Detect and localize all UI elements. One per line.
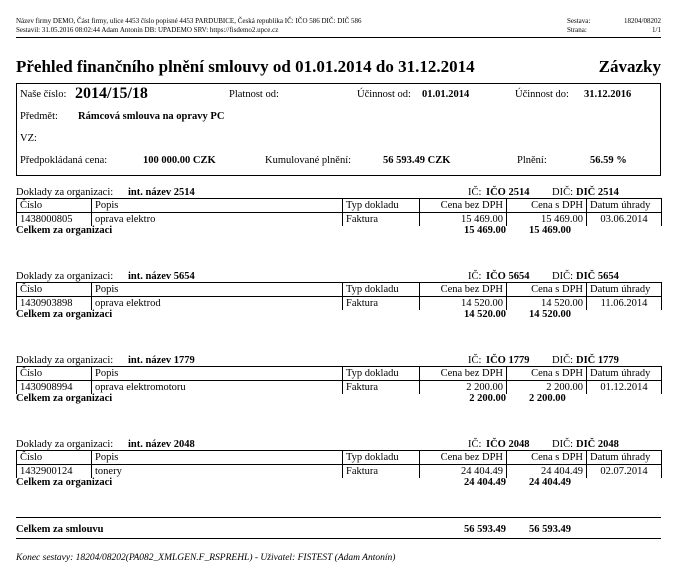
ucinnost-do-value: 31.12.2016	[584, 89, 632, 100]
predpokladana-cena-label: Předpokládaná cena:	[20, 155, 108, 166]
grand-total-s: 56 593.49	[529, 524, 571, 535]
table-header-row	[17, 451, 662, 465]
cell-cislo: 1438000805	[17, 213, 92, 227]
org-total-bez: 2 200.00	[469, 393, 506, 404]
org-total-label: Celkem za organizaci	[16, 309, 113, 320]
col-datum: Datum úhrady	[587, 367, 662, 381]
documents-table	[16, 282, 662, 310]
report-title: Přehled finančního plnění smlouvy od 01.01.2014 do 31.12.2014	[16, 57, 475, 76]
grand-total-divider	[16, 517, 661, 518]
ucinnost-do-label: Účinnost do:	[515, 89, 569, 100]
col-cislo: Číslo	[17, 283, 92, 297]
cell-popis: oprava elektromotoru	[92, 381, 343, 395]
cell-cena-bez: 14 520.00	[420, 297, 507, 311]
col-popis: Popis	[92, 367, 343, 381]
org-total-label: Celkem za organizaci	[16, 225, 113, 236]
grand-total-label: Celkem za smlouvu	[16, 524, 104, 535]
sestava-value: 18204/08202	[624, 17, 661, 25]
ic-label: IČ:	[468, 187, 482, 198]
org-name: int. název 2048	[128, 439, 195, 450]
col-datum: Datum úhrady	[587, 283, 662, 297]
doklady-label: Doklady za organizaci:	[16, 355, 114, 366]
author-line: Sestavil: 31.05.2016 08:02:44 Adam Antonín DB: UPADEMO SRV: https://fisdemo2.upce.cz	[16, 26, 279, 34]
cell-cislo: 1430903898	[17, 297, 92, 311]
cell-typ: Faktura	[343, 297, 420, 311]
predmet-label: Předmět:	[20, 111, 58, 122]
org-total-row	[16, 393, 661, 407]
org-total-row	[16, 477, 661, 491]
org-ico: IČO 2048	[486, 439, 530, 450]
predmet-value: Rámcová smlouva na opravy PC	[78, 111, 225, 122]
col-typ: Typ dokladu	[343, 283, 420, 297]
col-cislo: Číslo	[17, 199, 92, 213]
org-ico: IČO 5654	[486, 271, 530, 282]
org-total-s: 14 520.00	[529, 309, 571, 320]
org-total-s: 15 469.00	[529, 225, 571, 236]
col-popis: Popis	[92, 451, 343, 465]
org-total-label: Celkem za organizaci	[16, 477, 113, 488]
cell-typ: Faktura	[343, 213, 420, 227]
table-row	[17, 213, 662, 227]
plneni-value: 56.59 %	[590, 155, 627, 166]
documents-table	[16, 450, 662, 478]
cell-cena-s: 15 469.00	[507, 213, 587, 227]
cell-typ: Faktura	[343, 381, 420, 395]
table-header-row	[17, 199, 662, 213]
ic-label: IČ:	[468, 439, 482, 450]
col-typ: Typ dokladu	[343, 367, 420, 381]
documents-table	[16, 198, 662, 226]
platnost-label: Platnost od:	[229, 89, 279, 100]
cell-cena-bez: 24 404.49	[420, 465, 507, 479]
org-ico: IČO 1779	[486, 355, 530, 366]
cell-cislo: 1432900124	[17, 465, 92, 479]
col-cena-bez: Cena bez DPH	[420, 451, 507, 465]
cell-datum: 01.12.2014	[587, 381, 662, 395]
ic-label: IČ:	[468, 271, 482, 282]
col-cena-s: Cena s DPH	[507, 367, 587, 381]
col-cena-s: Cena s DPH	[507, 283, 587, 297]
strana-value: 1/1	[652, 26, 661, 34]
cell-datum: 03.06.2014	[587, 213, 662, 227]
org-total-label: Celkem za organizaci	[16, 393, 113, 404]
cell-cena-bez: 15 469.00	[420, 213, 507, 227]
col-datum: Datum úhrady	[587, 199, 662, 213]
org-dic: DIČ 1779	[576, 355, 619, 366]
ucinnost-od-value: 01.01.2014	[422, 89, 470, 100]
col-popis: Popis	[92, 199, 343, 213]
table-row	[17, 465, 662, 479]
company-line: Název firmy DEMO, Část firmy, ulice 4453 číslo popisné 4453 PARDUBICE, Česká republika IČ: IČO 586 DIČ: DIČ 586	[16, 17, 362, 25]
cell-typ: Faktura	[343, 465, 420, 479]
org-dic: DIČ 2048	[576, 439, 619, 450]
ic-label: IČ:	[468, 355, 482, 366]
plneni-label: Plnění:	[517, 155, 547, 166]
dic-label: DIČ:	[552, 355, 573, 366]
cell-popis: oprava elektrod	[92, 297, 343, 311]
vz-label: VZ:	[20, 133, 37, 144]
report-footer: Konec sestavy: 18204/08202(PA082_XMLGEN.F_RSPREHL) - Uživatel: FISTEST (Adam Antonín)	[16, 553, 396, 563]
org-name: int. název 5654	[128, 271, 195, 282]
predpokladana-cena-value: 100 000.00 CZK	[143, 155, 216, 166]
contract-info-box	[16, 83, 661, 176]
org-dic: DIČ 2514	[576, 187, 619, 198]
cell-popis: oprava elektro	[92, 213, 343, 227]
table-header-row	[17, 367, 662, 381]
cell-cena-s: 2 200.00	[507, 381, 587, 395]
cell-cena-s: 24 404.49	[507, 465, 587, 479]
col-typ: Typ dokladu	[343, 451, 420, 465]
kumulovane-plneni-value: 56 593.49 CZK	[383, 155, 451, 166]
table-header-row	[17, 283, 662, 297]
report-type: Závazky	[598, 57, 661, 76]
org-total-bez: 15 469.00	[464, 225, 506, 236]
nase-cislo-label: Naše číslo:	[20, 89, 67, 100]
col-cena-bez: Cena bez DPH	[420, 283, 507, 297]
col-cislo: Číslo	[17, 367, 92, 381]
header-divider	[16, 37, 661, 38]
doklady-label: Doklady za organizaci:	[16, 439, 114, 450]
col-cena-bez: Cena bez DPH	[420, 367, 507, 381]
documents-table	[16, 366, 662, 394]
doklady-label: Doklady za organizaci:	[16, 271, 114, 282]
org-name: int. název 1779	[128, 355, 195, 366]
dic-label: DIČ:	[552, 439, 573, 450]
cell-datum: 02.07.2014	[587, 465, 662, 479]
col-cena-bez: Cena bez DPH	[420, 199, 507, 213]
table-row	[17, 381, 662, 395]
ucinnost-od-label: Účinnost od:	[357, 89, 411, 100]
col-datum: Datum úhrady	[587, 451, 662, 465]
sestava-label: Sestava:	[567, 17, 591, 25]
cell-datum: 11.06.2014	[587, 297, 662, 311]
grand-total-underline	[16, 538, 661, 539]
strana-label: Strana:	[567, 26, 587, 34]
dic-label: DIČ:	[552, 271, 573, 282]
org-total-s: 24 404.49	[529, 477, 571, 488]
nase-cislo-value: 2014/15/18	[75, 85, 148, 102]
col-typ: Typ dokladu	[343, 199, 420, 213]
org-total-bez: 14 520.00	[464, 309, 506, 320]
col-cena-s: Cena s DPH	[507, 451, 587, 465]
col-popis: Popis	[92, 283, 343, 297]
doklady-label: Doklady za organizaci:	[16, 187, 114, 198]
org-dic: DIČ 5654	[576, 271, 619, 282]
org-total-row	[16, 309, 661, 323]
cell-popis: tonery	[92, 465, 343, 479]
col-cislo: Číslo	[17, 451, 92, 465]
col-cena-s: Cena s DPH	[507, 199, 587, 213]
grand-total-bez: 56 593.49	[464, 524, 506, 535]
cell-cislo: 1430908994	[17, 381, 92, 395]
org-name: int. název 2514	[128, 187, 195, 198]
org-total-row	[16, 225, 661, 239]
org-total-bez: 24 404.49	[464, 477, 506, 488]
cell-cena-bez: 2 200.00	[420, 381, 507, 395]
table-row	[17, 297, 662, 311]
dic-label: DIČ:	[552, 187, 573, 198]
kumulovane-plneni-label: Kumulované plnění:	[265, 155, 352, 166]
cell-cena-s: 14 520.00	[507, 297, 587, 311]
org-ico: IČO 2514	[486, 187, 530, 198]
org-total-s: 2 200.00	[529, 393, 566, 404]
